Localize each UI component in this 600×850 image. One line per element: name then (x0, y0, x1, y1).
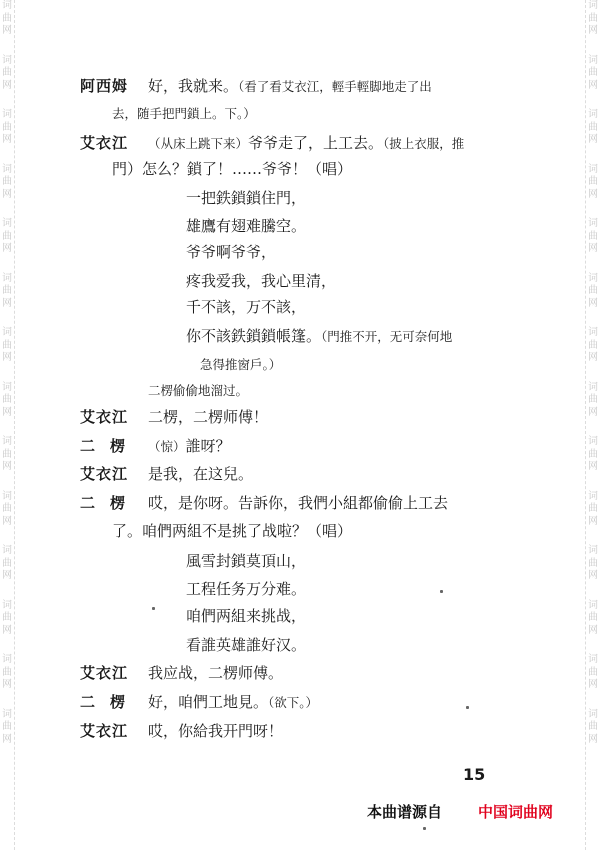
lyric-text: 雄鷹有翅难騰空。 (186, 217, 307, 235)
speaker-name: 艾衣江 (80, 465, 129, 483)
page-number: 15 (463, 765, 486, 784)
lyric-line (186, 243, 276, 261)
stage-direction: （披上衣服，推 (383, 136, 465, 151)
dialogue-text: 我应战，二楞师傅。 (148, 664, 284, 682)
stage-direction-line (200, 355, 281, 374)
lyric-line (186, 298, 306, 316)
watermark-text: 词曲网 (2, 381, 12, 418)
lyric-text: 你不該鉄鎖鎖帳篷。 (186, 327, 322, 345)
watermark-text: 词曲网 (2, 599, 12, 636)
lyric-text: 千不該，万不該， (186, 298, 307, 316)
lyric-text: 一把鉄鎖鎖住門， (186, 189, 307, 207)
lyric-line (186, 607, 306, 625)
watermark-text: 词曲网 (2, 0, 12, 36)
script-line (80, 437, 231, 456)
stage-direction: （門推不开，无可奈何地 (321, 329, 453, 344)
watermark-text: 词曲网 (588, 599, 598, 636)
stage-direction: （欲下。） (268, 695, 319, 710)
stage-direction-line (148, 381, 248, 400)
stage-direction: （看了看艾衣江，輕手輕脚地走了出 (238, 79, 432, 94)
watermark-text: 词曲网 (2, 54, 12, 91)
dialogue-text: 好，我就来。 (148, 77, 239, 95)
lyric-text: 咱們两組来挑战， (186, 607, 307, 625)
dialogue-text: 門）怎么？鎖了！……爷爷！（唱） (112, 160, 353, 178)
lyric-text: 疼我爱我，我心里清， (186, 272, 337, 290)
watermark-text: 词曲网 (2, 272, 12, 309)
scan-speck (466, 706, 469, 709)
speaker-name: 艾衣江 (80, 722, 129, 740)
speaker-name: 二 楞 (80, 693, 126, 711)
lyric-text: 看誰英雄誰好汉。 (186, 636, 307, 654)
watermark-text: 词曲网 (588, 381, 598, 418)
scan-speck (440, 590, 443, 593)
speaker-name: 艾衣江 (80, 134, 129, 152)
script-line (80, 693, 318, 712)
speaker-name: 阿西姆 (80, 77, 129, 95)
dialogue-text: 哎，你給我开門呀！ (148, 722, 284, 740)
stage-direction: 急得推窗戶。） (200, 357, 282, 372)
script-line (80, 77, 432, 96)
script-line (80, 408, 268, 426)
script-line (80, 134, 464, 153)
script-line (80, 465, 253, 483)
source-site-link[interactable]: 中国词曲网 (478, 803, 554, 821)
stage-direction: 去，随手把門鎖上。下。） (112, 106, 256, 121)
script-line (112, 104, 256, 123)
script-line (80, 664, 283, 682)
watermark-text: 词曲网 (2, 436, 12, 472)
lyric-line (186, 189, 306, 207)
script-line (112, 160, 352, 178)
lyric-line (186, 636, 306, 654)
stage-direction: 二楞偷偷地溜过。 (148, 383, 249, 398)
lyric-line (186, 217, 306, 235)
watermark-text: 词曲网 (588, 163, 598, 200)
watermark-text: 词曲网 (2, 545, 12, 581)
watermark-text: 词曲网 (588, 109, 598, 145)
dialogue-text: 了。咱們两組不是挑了战啦？（唱） (112, 522, 353, 540)
source-label: 本曲谱源自 (367, 803, 443, 821)
dialogue-text: 哎，是你呀。告訴你，我們小組都偷偷上工去 (148, 494, 449, 512)
dialogue-text: 二楞，二楞师傅！ (148, 408, 269, 426)
speaker-name: 二 楞 (80, 437, 126, 455)
watermark-text: 词曲网 (2, 163, 12, 200)
lyric-line (186, 272, 336, 290)
watermark-column-right (585, 0, 600, 850)
dialogue-text: 爷爷走了，上工去。 (248, 134, 384, 152)
lyric-text: 工程任务万分难。 (186, 580, 307, 598)
stage-direction: （惊） (148, 439, 186, 454)
dialogue-text: 誰呀？ (185, 437, 231, 455)
lyric-text: 爷爷啊爷爷， (186, 243, 277, 261)
watermark-text: 词曲网 (588, 436, 598, 472)
lyric-line (186, 580, 306, 598)
watermark-text: 词曲网 (2, 109, 12, 145)
watermark-text: 词曲网 (588, 490, 598, 527)
dialogue-text: 好，咱們工地見。 (148, 693, 269, 711)
watermark-text: 词曲网 (588, 54, 598, 91)
lyric-text: 風雪封鎖莫頂山， (186, 552, 307, 570)
script-line (80, 494, 448, 512)
speaker-name: 二 楞 (80, 494, 126, 512)
lyric-line (186, 552, 306, 570)
watermark-text: 词曲网 (2, 327, 12, 363)
watermark-text: 词曲网 (588, 708, 598, 745)
watermark-text: 词曲网 (588, 272, 598, 309)
speaker-name: 艾衣江 (80, 408, 129, 426)
watermark-text: 词曲网 (588, 0, 598, 36)
watermark-text: 词曲网 (2, 708, 12, 745)
watermark-text: 词曲网 (2, 654, 12, 690)
watermark-text: 词曲网 (2, 490, 12, 527)
script-line (112, 522, 352, 540)
scan-speck (423, 827, 426, 830)
scan-speck (152, 607, 155, 610)
watermark-text: 词曲网 (588, 218, 598, 254)
watermark-text: 词曲网 (588, 327, 598, 363)
stage-direction: （从床上跳下来） (148, 136, 249, 151)
speaker-name: 艾衣江 (80, 664, 129, 682)
watermark-text: 词曲网 (2, 218, 12, 254)
dialogue-text: 是我，在这兒。 (148, 465, 254, 483)
script-line (80, 722, 283, 740)
lyric-line (186, 327, 452, 346)
watermark-text: 词曲网 (588, 545, 598, 581)
watermark-text: 词曲网 (588, 654, 598, 690)
watermark-column-left (0, 0, 15, 850)
